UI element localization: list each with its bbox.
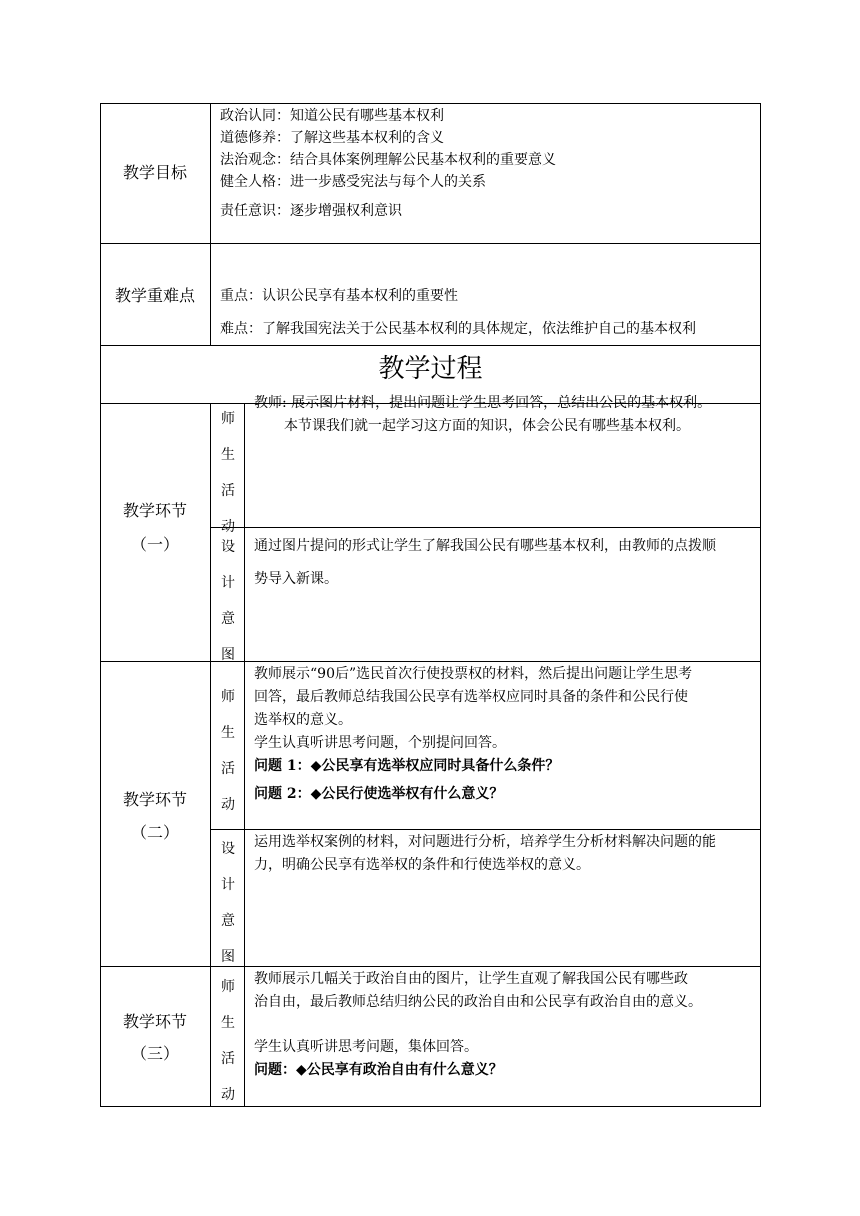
segment-label: 教学环节	[122, 790, 187, 809]
objectives-label: 教学目标	[122, 163, 187, 182]
objective-line: 道德修养：了解这些基本权利的含义	[220, 130, 444, 146]
lesson-plan-table	[100, 103, 761, 1107]
activity-line: 教师: 展示图片材料，提出问题让学生思考回答，总结出公民的基本权利。	[254, 395, 712, 411]
segment-label: 教学环节	[122, 501, 187, 520]
row-divider	[100, 243, 761, 244]
objective-line: 法治观念：结合具体案例理解公民基本权利的重要意义	[220, 152, 556, 168]
segment-number: （一）	[130, 535, 179, 554]
side-label-activity: 师 生 活 动	[221, 411, 235, 535]
table-border-left	[100, 103, 101, 1107]
segment-number: （二）	[130, 823, 179, 842]
activity-line: 回答，最后教师总结我国公民享有选举权应同时具备的条件和公民行使	[254, 689, 688, 705]
segment-label: 教学环节	[122, 1012, 187, 1031]
row-divider	[100, 966, 761, 967]
question-line: 问题 2：◆公民行使选举权有什么意义？	[254, 786, 504, 802]
row-divider	[210, 829, 761, 830]
activity-line: 选举权的意义。	[254, 712, 352, 728]
side-label-design: 设 计 意 图	[221, 539, 235, 663]
objective-line: 健全人格：进一步感受宪法与每个人的关系	[220, 174, 486, 190]
activity-line: 教师展示“90后”选民首次行使投票权的材料，然后提出问题让学生思考	[254, 666, 693, 682]
column-divider	[210, 103, 211, 345]
activity-line: 本节课我们就一起学习这方面的知识，体会公民有哪些基本权利。	[284, 418, 690, 434]
activity-line: 学生认真听讲思考问题，集体回答。	[254, 1039, 478, 1055]
objective-line: 政治认同：知道公民有哪些基本权利	[220, 108, 444, 124]
table-border-top	[100, 103, 761, 104]
row-divider	[210, 527, 761, 528]
activity-line: 学生认真听讲思考问题，个别提问回答。	[254, 735, 506, 751]
focus-point: 重点：认识公民享有基本权利的重要性	[220, 288, 458, 304]
design-line: 通过图片提问的形式让学生了解我国公民有哪些基本权利，由教师的点拨顺	[254, 538, 716, 554]
table-border-bottom	[100, 1106, 761, 1107]
question-line: 问题：◆公民享有政治自由有什么意义？	[254, 1062, 503, 1078]
row-divider	[100, 661, 761, 662]
activity-line: 治自由，最后教师总结归纳公民的政治自由和公民享有政治自由的意义。	[254, 994, 702, 1010]
objective-line: 责任意识：逐步增强权利意识	[220, 203, 402, 219]
side-label-activity: 师 生 活 动	[221, 979, 235, 1103]
table-border-right	[760, 103, 761, 1107]
segment-number: （三）	[130, 1044, 179, 1063]
key-points-label: 教学重难点	[114, 286, 195, 305]
design-line: 力，明确公民享有选举权的条件和行使选举权的意义。	[254, 857, 590, 873]
design-line: 势导入新课。	[254, 571, 338, 587]
difficulty-point: 难点：了解我国宪法关于公民基本权利的具体规定，依法维护自己的基本权利	[220, 321, 696, 337]
activity-line: 教师展示几幅关于政治自由的图片，让学生直观了解我国公民有哪些政	[254, 971, 688, 987]
side-label-activity: 师 生 活 动	[221, 689, 235, 813]
row-divider	[100, 345, 761, 346]
side-label-design: 设 计 意 图	[221, 841, 235, 965]
process-title: 教学过程	[378, 354, 483, 384]
design-line: 运用选举权案例的材料，对问题进行分析，培养学生分析材料解决问题的能	[254, 834, 716, 850]
question-line: 问题 1：◆公民享有选举权应同时具备什么条件？	[254, 758, 560, 774]
